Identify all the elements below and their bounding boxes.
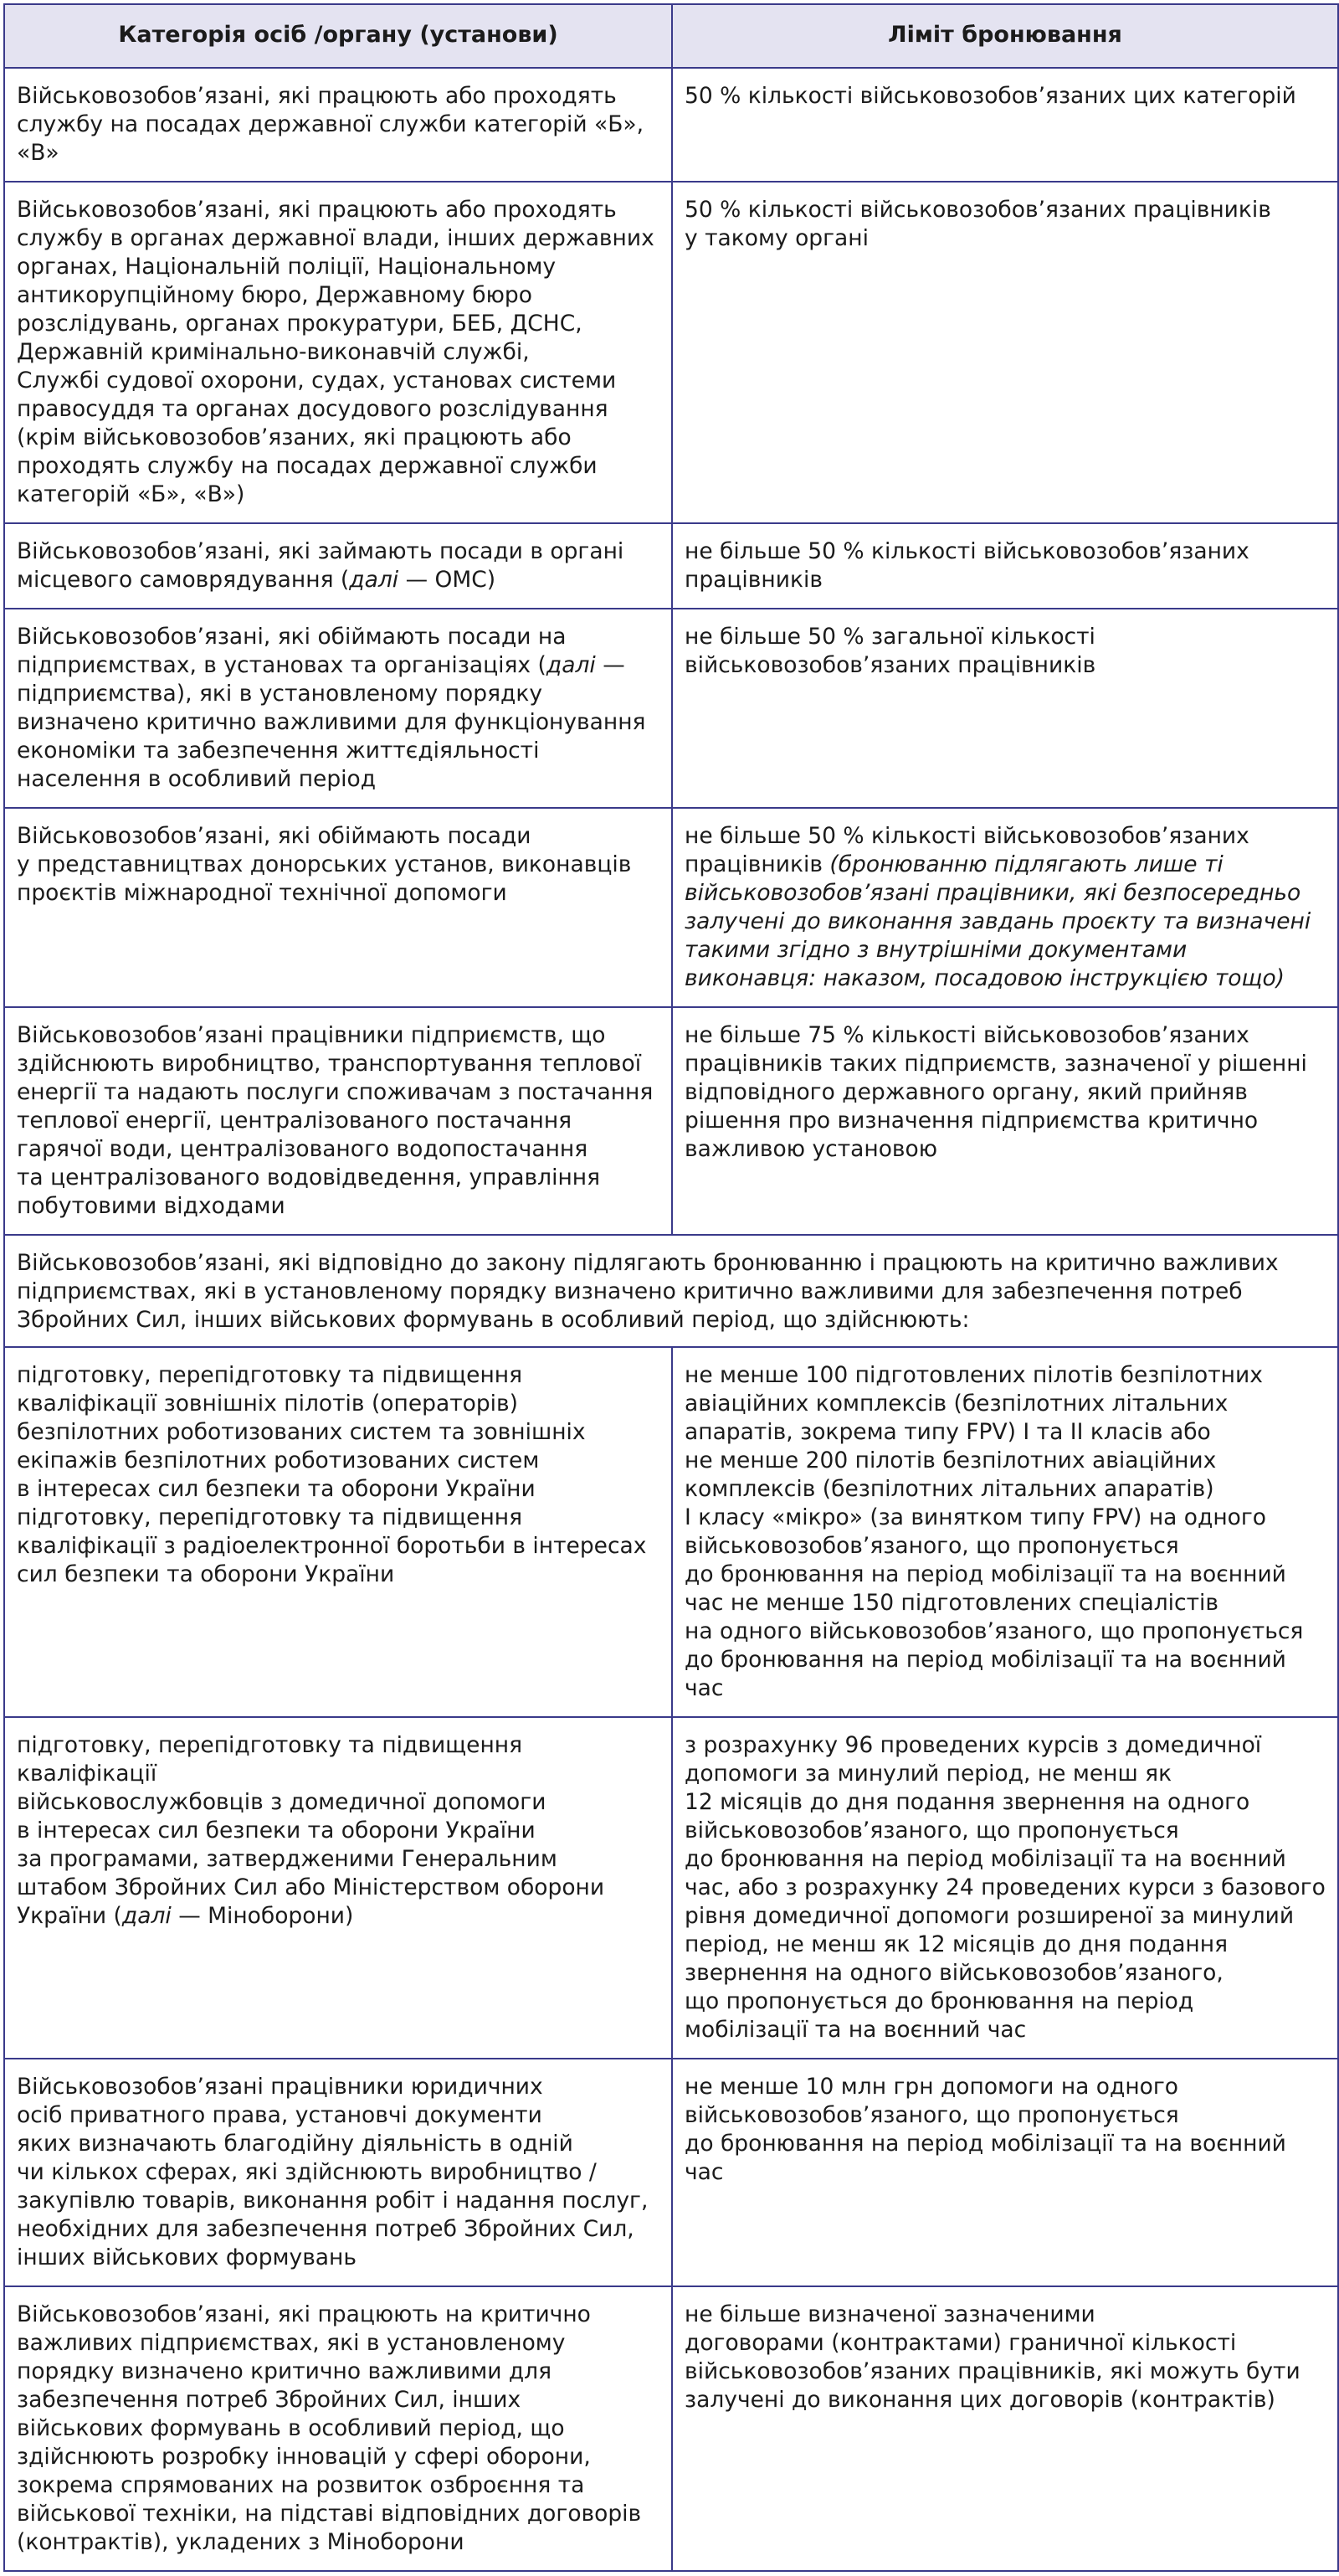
category-text: Військовозобов’язані, які обіймають посади на підприємствах, в установах та організаціях ( (17, 624, 567, 678)
limit-note: (бронюванню підлягають лише ті військовозобов’язані працівники, які безпосередньо залучені до виконання завдань проєкту та визначені такими згідно з внутрішніми документами виконавця: наказом, посадовою інструкцією тощо) (685, 851, 1311, 991)
table-row (4, 182, 1338, 523)
category-text: Військовозобов’язані, які займають посади в органі місцевого самоврядування ( (17, 538, 624, 593)
table-row (4, 68, 1338, 182)
limit-cell: 50 % кількості військовозобов’язаних цих категорій (672, 68, 1338, 182)
limit-cell: не менше 10 млн грн допомоги на одного військовозобов’язаного, що пропонується до бронювання на період мобілізації та на воєнний час (672, 2059, 1338, 2286)
section-row (4, 1235, 1338, 1347)
category-text-end: — ОМС) (398, 567, 496, 593)
limit-cell (672, 808, 1338, 1007)
limit-cell: не менше 100 підготовлених пілотів безпілотних авіаційних комплексів (безпілотних літальних апаратів, зокрема типу FPV) I та II класів або не менше 200 пілотів безпілотних авіаційних комплексів (безпілотних літальних апаратів) I класу «мікро» (за винятком типу FPV) на одного військовозобов’язаного, що пропонується до бронювання на період мобілізації та на воєнний час не менше 150 підготовлених спеціалістів на одного військовозобов’язаного, що пропонується до бронювання на період мобілізації та на воєнний час (672, 1347, 1338, 1717)
limit-cell: не більше 50 % кількості військовозобов’язаних працівників (672, 523, 1338, 609)
section-header-cell: Військовозобов’язані, які відповідно до закону підлягають бронюванню і працюють на критично важливих підприємствах, які в установленому порядку визначено критично важливими для забезпечення потреб Збройних Сил, інших військових формувань в особливий період, що здійснюють: (4, 1235, 1338, 1347)
table-row (4, 1717, 1338, 2059)
table-row (4, 2286, 1338, 2571)
category-text-end: — підприємства), які в установленому порядку визначено критично важливими для функціонування економіки та забезпечення життєдіяльності населення в особливий період (17, 652, 646, 792)
category-cell: Військовозобов’язані працівники підприємств, що здійснюють виробництво, транспортування теплової енергії та надають послуги споживачам з постачання теплової енергії, централізованого постачання гарячої води, централізованого водопостачання та централізованого водовідведення, управління побутовими відходами (4, 1007, 672, 1235)
category-cell: Військовозобов’язані, які працюють на критично важливих підприємствах, які в установленому порядку визначено критично важливими для забезпечення потреб Збройних Сил, інших військових формувань в особливий період, що здійснюють розробку інновацій у сфері оборони, зокрема спрямованих на розвиток озброєння та військової техніки, на підставі відповідних договорів (контрактів), укладених з Міноборони (4, 2286, 672, 2571)
table-row (4, 808, 1338, 1007)
limit-cell: 50 % кількості військовозобов’язаних працівників у такому органі (672, 182, 1338, 523)
category-cell: Військовозобов’язані, які обіймають посади у представництвах донорських установ, виконавців проєктів міжнародної технічної допомоги (4, 808, 672, 1007)
table-row (4, 1347, 1338, 1717)
table-row (4, 609, 1338, 808)
table-header-row (4, 4, 1338, 68)
header-category: Категорія осіб /органу (установи) (4, 4, 672, 68)
limit-cell: не більше визначеної зазначеними договорами (контрактами) граничної кількості військовозобов’язаних працівників, які можуть бути залучені до виконання цих договорів (контрактів) (672, 2286, 1338, 2571)
category-cell: Військовозобов’язані, які працюють або проходять службу в органах державної влади, інших державних органах, Національній поліції, Національному антикорупційному бюро, Державному бюро розслідувань, органах прокуратури, БЕБ, ДСНС, Державній кримінально-виконавчій службі, Службі судової охорони, судах, установах системи правосуддя та органах досудового розслідування (крім військовозобов’язаних, які працюють або проходять службу на посадах державної служби категорій «Б», «В») (4, 182, 672, 523)
abbr-note: далі (546, 652, 596, 678)
limit-cell: не більше 50 % загальної кількості військовозобов’язаних працівників (672, 609, 1338, 808)
limit-text: не більше 50 % кількості військовозобов’язаних працівників (685, 823, 1249, 877)
category-cell (4, 609, 672, 808)
category-text: підготовку, перепідготовку та підвищення кваліфікації військовослужбовців з домедичної допомоги в інтересах сил безпеки та оборони України за програмами, затвердженими Генеральним штабом Збройних Сил або Міністерством оборони України ( (17, 1732, 605, 1929)
limit-cell: з розрахунку 96 проведених курсів з домедичної допомоги за минулий період, не менш як 12 місяців до дня подання звернення на одного військовозобов’язаного, що пропонується до бронювання на період мобілізації та на воєнний час, або з розрахунку 24 проведених курси з базового рівня домедичної допомоги розширеної за минулий період, не менш як 12 місяців до дня подання звернення на одного військовозобов’язаного, що пропонується до бронювання на період мобілізації та на воєнний час (672, 1717, 1338, 2059)
category-cell: Військовозобов’язані, які працюють або проходять службу на посадах державної служби категорій «Б», «В» (4, 68, 672, 182)
category-cell: Військовозобов’язані працівники юридичних осіб приватного права, установчі документи яких визначають благодійну діяльність в одній чи кількох сферах, які здійснюють виробництво / закупівлю товарів, виконання робіт і надання послуг, необхідних для забезпечення потреб Збройних Сил, інших військових формувань (4, 2059, 672, 2286)
abbr-note: далі (349, 567, 399, 593)
limit-cell: не більше 75 % кількості військовозобов’язаних працівників таких підприємств, зазначеної у рішенні відповідного державного органу, який прийняв рішення про визначення підприємства критично важливою установою (672, 1007, 1338, 1235)
table-row (4, 523, 1338, 609)
category-cell: підготовку, перепідготовку та підвищення кваліфікації зовнішніх пілотів (операторів) безпілотних роботизованих систем та зовнішніх екіпажів безпілотних роботизованих систем в інтересах сил безпеки та оборони України підготовку, перепідготовку та підвищення кваліфікації з радіоелектронної боротьби в інтересах сил безпеки та оборони України (4, 1347, 672, 1717)
category-cell (4, 523, 672, 609)
reservation-limits-table (3, 3, 1339, 2572)
category-text-end: — Міноборони) (171, 1903, 354, 1929)
abbr-note: далі (121, 1903, 172, 1929)
table-row (4, 1007, 1338, 1235)
category-cell (4, 1717, 672, 2059)
header-limit: Ліміт бронювання (672, 4, 1338, 68)
table-row (4, 2059, 1338, 2286)
